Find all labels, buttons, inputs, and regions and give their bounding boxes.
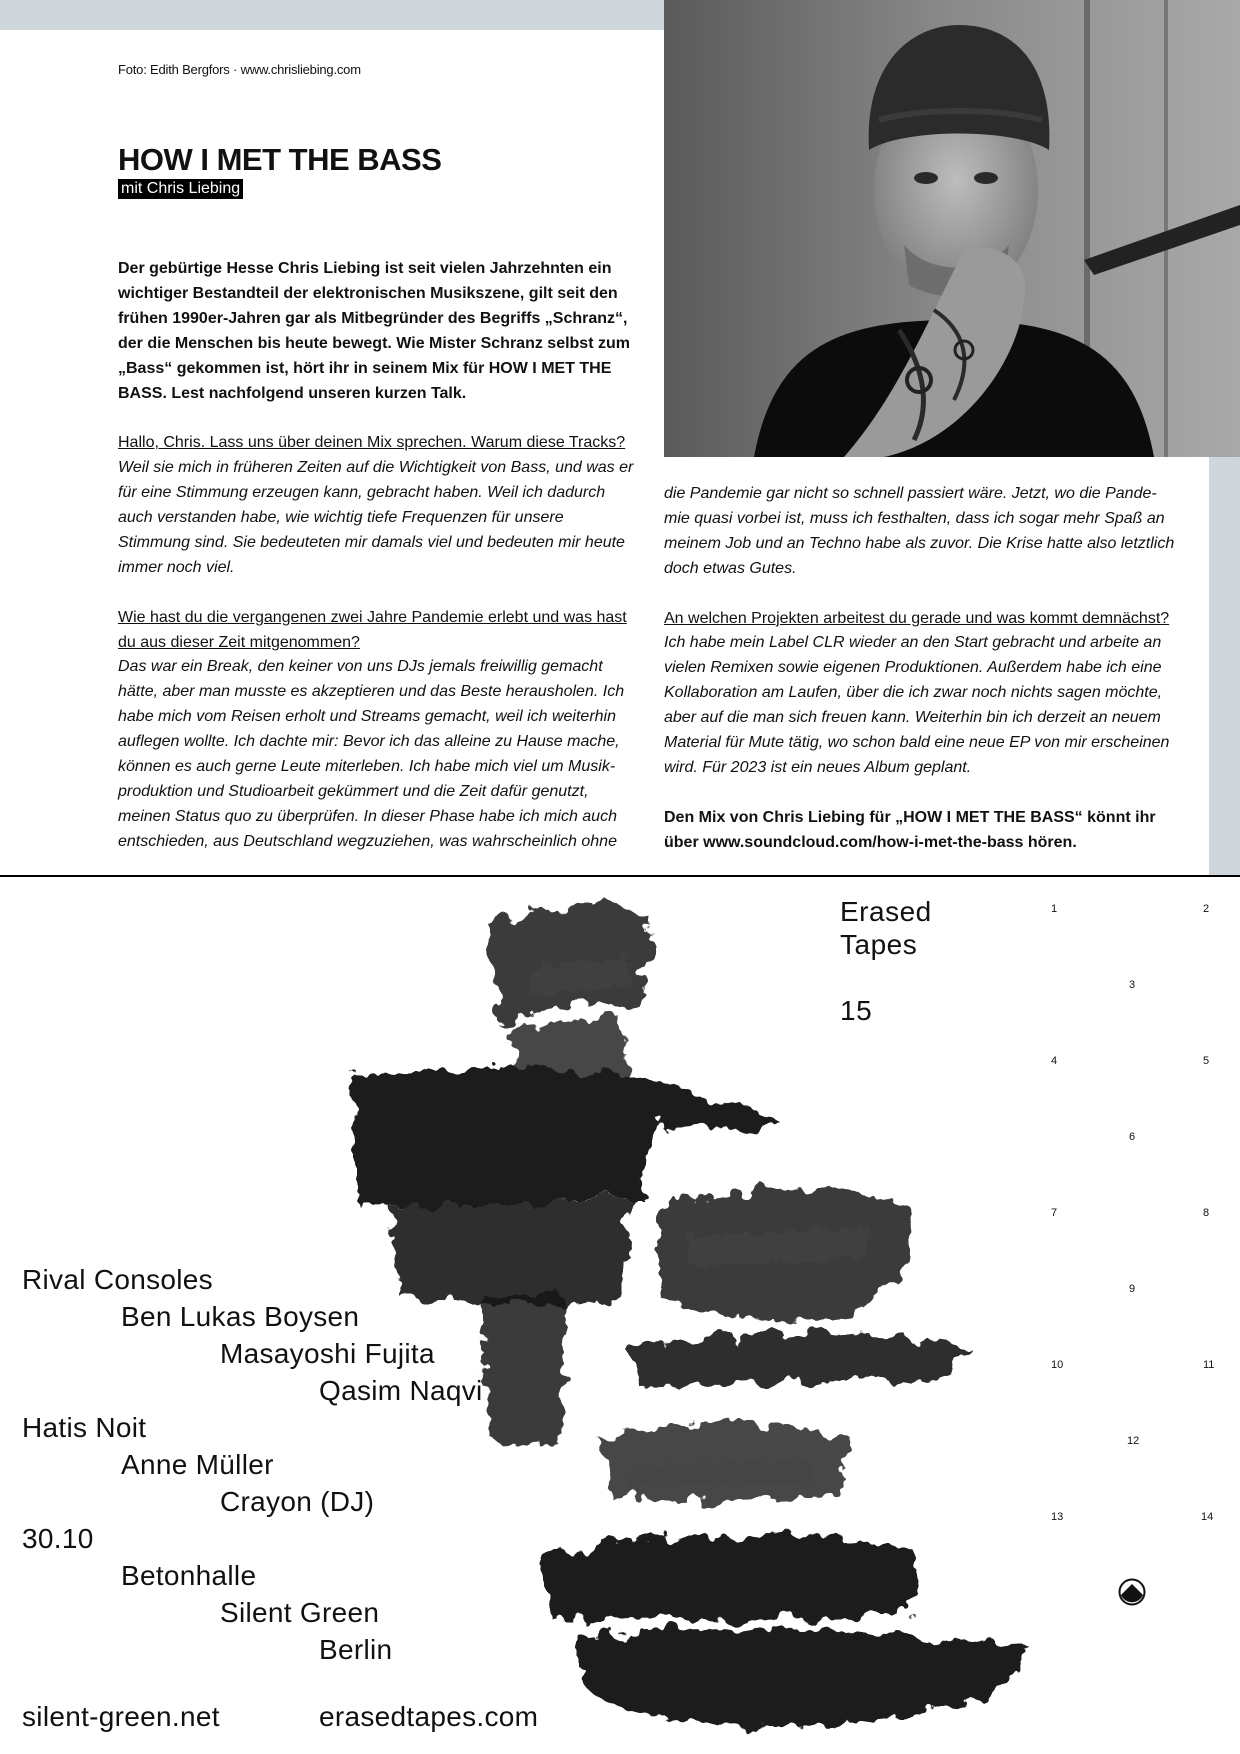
label-anniversary-number: 15 [840, 995, 873, 1026]
grid-number: 1 [1051, 903, 1058, 915]
venue-name: Silent Green [220, 1597, 380, 1628]
grid-number: 14 [1201, 1511, 1214, 1523]
interview-answer: Das war ein Break, den keiner von uns DJs jemals freiwillig gemacht hätte, aber man musste es akzeptieren und das Beste herausholen. Ich habe mich vom Reisen erholt und Streams gemacht, weil ich weiterhin auflegen wollte. Ich dachte mir: Bevor ich das alleine zu Hause mache, können es auch gerne Leute miterleben. Ich habe mich viel um Musik- produktion und Studioarbeit gekümmert und die Zeit dafür genutzt, meinen Status quo zu überprüfen. In dieser Phase habe ich mich auch entschieden, aus Deutschland wegzuziehen, was wahrscheinlich ohne [118, 658, 625, 850]
interview-block-2-continued [664, 482, 1184, 582]
grid-number: 4 [1051, 1055, 1058, 1067]
grid-number: 2 [1203, 903, 1210, 915]
article-outro: Den Mix von Chris Liebing für „HOW I MET THE BASS“ könnt ihr über www.soundcloud.com/how-i-met-the-bass hören. [664, 808, 1156, 851]
venue-website-link[interactable]: silent-green.net [22, 1701, 220, 1732]
interview-block-1 [118, 431, 638, 580]
half-circle-mountain-icon [1118, 1578, 1146, 1606]
lineup-entry: Anne Müller [121, 1449, 274, 1480]
interview-block-2 [118, 606, 638, 855]
lineup-entry: Ben Lukas Boysen [121, 1301, 360, 1332]
grid-number: 8 [1203, 1207, 1210, 1219]
interview-answer: die Pandemie gar nicht so schnell passiert wäre. Jetzt, wo die Pande- mie quasi vorbei ist, muss ich festhalten, dass ich sogar mehr Spaß an meinem Job und an Techno habe als zuvor. Die Krise hatte also letztlich doch etwas Gutes. [664, 485, 1175, 577]
interview-question: Hallo, Chris. Lass uns über deinen Mix sprechen. Warum diese Tracks? [118, 434, 626, 452]
grid-number: 7 [1051, 1207, 1058, 1219]
article-column-left [118, 257, 638, 855]
article-subtitle: mit Chris Liebing [118, 179, 243, 199]
venue-hall: Betonhalle [121, 1560, 257, 1591]
article-intro: Der gebürtige Hesse Chris Liebing ist seit vielen Jahrzehnten ein wichtiger Bestandteil der elektronischen Musikszene, gilt seit den frühen 1990er-Jahren gar als Mitbegründer des Begriffs „Schranz“, der die Menschen bis heute bewegt. Wie Mister Schranz selbst zum „Bass“ gekommen ist, hört ihr in seinem Mix für HOW I MET THE BASS. Lest nachfolgend unseren kurzen Talk. [118, 260, 630, 402]
photo-credit: Foto: Edith Bergfors · www.chrisliebing.com [118, 62, 361, 77]
interview-answer: Weil sie mich in früheren Zeiten auf die Wichtigkeit von Bass, und was er für eine Stimmung erzeugen kann, gebracht haben. Weil ich dadurch auch verstanden habe, wie wichtig tiefe Frequenzen für unsere Stimmung sind. Sie bedeuteten mir damals viel und bedeuten mir heute immer noch viel. [118, 459, 634, 576]
interview-question: An welchen Projekten arbeitest du gerade und was kommt demnächst? [664, 609, 1170, 627]
portrait-illustration [664, 0, 1240, 457]
article-title: HOW I MET THE BASS [118, 142, 442, 177]
lineup-entry: Masayoshi Fujita [220, 1338, 435, 1369]
label-name-line1: Erased [840, 896, 932, 927]
interview-answer: Ich habe mein Label CLR wieder an den Start gebracht und arbeite an vielen Remixen sowie eigenen Produktionen. Außerdem habe ich eine Kollaboration am Laufen, über die ich zwar noch nichts sagen möchte, aber auf die man sich freuen kann. Weiterhin bin ich derzeit an neuem Material für Mute tätig, wo schon bald eine neue EP von mir erscheinen wird. Für 2023 ist ein neues Album geplant. [664, 634, 1170, 776]
grid-number: 5 [1203, 1055, 1210, 1067]
label-block [840, 895, 932, 1027]
side-accent-band [1209, 457, 1240, 877]
venue-city: Berlin [319, 1634, 393, 1665]
lineup-entry: Hatis Noit [22, 1412, 147, 1443]
grid-number: 9 [1129, 1283, 1136, 1295]
interview-question: Wie hast du die vergangenen zwei Jahre Pandemie erlebt und was hast du aus dieser Zeit mitgenommen? [118, 608, 627, 651]
grid-number: 12 [1127, 1435, 1140, 1447]
ink-brush-glyph-icon [330, 877, 1110, 1747]
lineup-entry: Crayon (DJ) [220, 1486, 375, 1517]
grid-number: 13 [1051, 1511, 1064, 1523]
grid-number: 11 [1203, 1359, 1215, 1371]
portrait-photo [664, 0, 1240, 457]
event-date: 30.10 [22, 1523, 94, 1554]
label-name-line2: Tapes [840, 929, 918, 960]
interview-block-3 [664, 607, 1184, 781]
top-accent-band [0, 0, 664, 30]
lineup-entry: Qasim Naqvi [319, 1375, 483, 1406]
label-website-link[interactable]: erasedtapes.com [319, 1701, 539, 1732]
grid-number: 3 [1129, 979, 1136, 991]
article-column-right [664, 482, 1184, 856]
grid-number: 6 [1129, 1131, 1136, 1143]
lineup-entry: Rival Consoles [22, 1264, 213, 1295]
grid-number: 10 [1051, 1359, 1064, 1371]
